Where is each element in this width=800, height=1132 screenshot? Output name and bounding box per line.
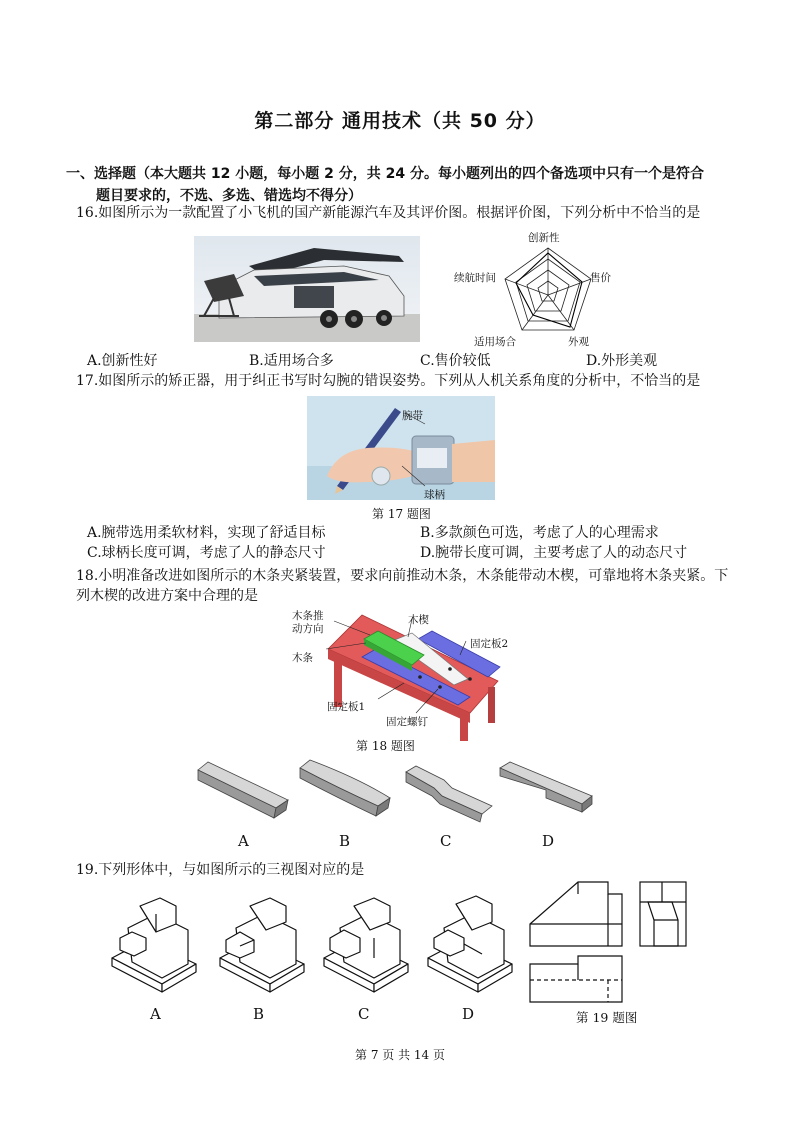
radar-label-price: 售价 <box>590 272 611 284</box>
q18-label-plate1: 固定板1 <box>327 701 366 713</box>
q17-stem: 17.如图所示的矫正器，用于纠正书写时勾腕的错误姿势。下列从人机关系角度的分析中，不恰当的是 <box>76 373 701 389</box>
q18-label-push-2: 动方向 <box>292 623 324 635</box>
q18-label-push-1: 木条推 <box>292 610 324 622</box>
q17-option-c: C.球柄长度可调，考虑了人的静态尺寸 <box>87 545 326 561</box>
q19-shape-c <box>318 898 414 994</box>
q17-caption: 第 17 题图 <box>372 507 431 521</box>
q18-stem-line-1: 18.小明准备改进如图所示的木条夹紧装置，要求向前推动木条，木条能带动木楔，可靠地将木条夹紧。下 <box>76 568 729 584</box>
q18-wedge-d <box>498 760 596 822</box>
q19-shape-d <box>422 898 518 994</box>
radar-label-innovation: 创新性 <box>528 232 560 244</box>
q19-option-d: D <box>462 1005 475 1023</box>
q16-option-c: C.售价较低 <box>420 353 491 369</box>
q19-caption: 第 19 题图 <box>576 1010 638 1025</box>
radar-label-range: 续航时间 <box>454 272 496 284</box>
section-line-1: 一、选择题（本大题共 12 小题，每小题 2 分，共 24 分。每小题列出的四个备选项中只有一个是符合 <box>66 166 704 182</box>
q18-wedge-a <box>196 760 292 822</box>
q18-option-b: B <box>339 832 351 850</box>
q18-caption: 第 18 题图 <box>356 739 415 753</box>
q16-option-b: B.适用场合多 <box>249 353 334 369</box>
q18-option-d: D <box>542 832 555 850</box>
page-footer: 第 7 页 共 14 页 <box>355 1048 445 1062</box>
q18-stem-line-2: 列木楔的改进方案中合理的是 <box>76 588 258 604</box>
q19-shape-a <box>106 898 202 994</box>
q18-wedge-b <box>298 758 394 820</box>
q19-shape-b <box>214 898 310 994</box>
radar-label-scenarios: 适用场合 <box>474 336 516 348</box>
q19-three-view <box>528 880 688 1010</box>
q16-option-a: A.创新性好 <box>87 353 158 369</box>
q17-option-b: B.多款颜色可选，考虑了人的心理需求 <box>420 525 659 541</box>
section-header <box>66 163 746 207</box>
q16-car-photo <box>194 236 420 342</box>
q18-label-wedge: 木楔 <box>408 614 429 626</box>
q17-label-wristband: 腕带 <box>402 410 423 422</box>
q17-option-a: A.腕带选用柔软材料，实现了舒适目标 <box>87 525 326 541</box>
q18-label-strip: 木条 <box>292 652 313 664</box>
q18-option-c: C <box>440 832 452 850</box>
q18-label-screw: 固定螺钉 <box>386 716 428 728</box>
q17-corrector-photo <box>307 396 495 500</box>
q19-stem: 19.下列形体中，与如图所示的三视图对应的是 <box>76 862 365 878</box>
q16-radar-chart <box>500 245 596 341</box>
q19-option-a: A <box>150 1005 161 1023</box>
q18-option-a: A <box>238 832 249 850</box>
q17-option-d: D.腕带长度可调，主要考虑了人的动态尺寸 <box>420 545 688 561</box>
q18-label-plate2: 固定板2 <box>470 638 509 650</box>
q16-stem: 16.如图所示为一款配置了小飞机的国产新能源汽车及其评价图。根据评价图，下列分析中不恰当的是 <box>76 205 701 221</box>
q18-wedge-c <box>404 764 496 824</box>
page-title: 第二部分 通用技术（共 50 分） <box>254 110 546 132</box>
q16-option-d: D.外形美观 <box>586 353 658 369</box>
q19-option-c: C <box>358 1005 370 1023</box>
section-line-2: 题目要求的，不选、多选、错选均不得分） <box>96 188 362 204</box>
q19-option-b: B <box>253 1005 265 1023</box>
radar-label-appearance: 外观 <box>568 336 589 348</box>
q17-label-ballgrip: 球柄 <box>424 489 445 501</box>
